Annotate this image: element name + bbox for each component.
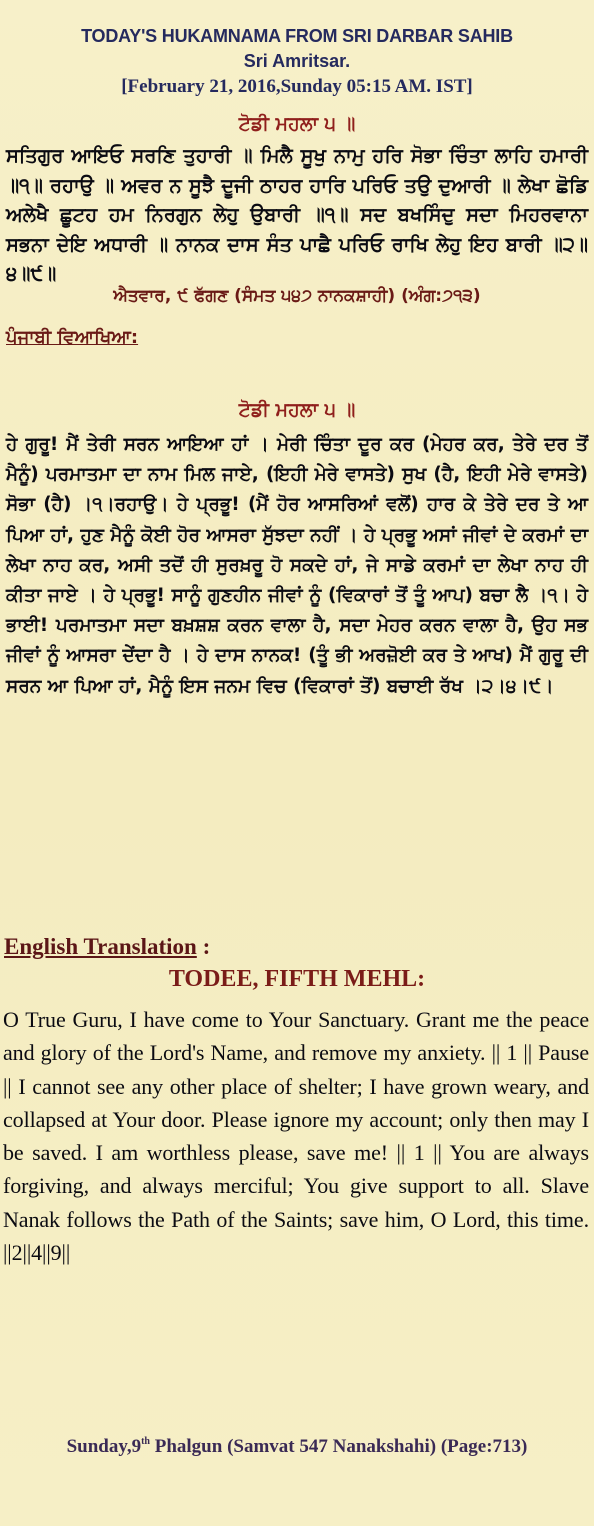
punjabi-vyakhya-label: ਪੰਜਾਬੀ ਵਿਆਖਿਆ:: [6, 327, 139, 348]
shabad-text: ਸਤਿਗੁਰ ਆਇਓ ਸਰਣਿ ਤੁਹਾਰੀ ॥ ਮਿਲੈ ਸੂਖੁ ਨਾਮੁ ਹਰਿ ਸੋਭਾ ਚਿੰਤਾ ਲਾਹਿ ਹਮਾਰੀ ॥੧॥ ਰਹਾਉ ॥ ਅਵਰ ਨ ਸੂਝੈ ਦੂਜੀ ਠਾਹਰ ਹਾਰਿ ਪਰਿਓ ਤਉ ਦੁਆਰੀ ॥ ਲੇਖਾ ਛੋਡਿ ਅਲੇਖੈ ਛੂਟਹ ਹਮ ਨਿਰਗੁਨ ਲੇਹੁ ਉਬਾਰੀ ॥੧॥ ਸਦ ਬਖਸਿੰਦੁ ਸਦਾ ਮਿਹਰਵਾਨਾ ਸਭਨਾ ਦੇਇ ਅਧਾਰੀ ॥ ਨਾਨਕ ਦਾਸ ਸੰਤ ਪਾਛੈ ਪਰਿਓ ਰਾਖਿ ਲੇਹੁ ਇਹ ਬਾਰੀ ॥੨॥੪॥੯॥: [6, 144, 588, 285]
english-translation-text: O True Guru, I have come to Your Sanctuary. Grant me the peace and glory of the Lord's Name, and remove my anxiety. || 1 || Pause || I cannot see any other place of shelter; I have grown weary, and collapsed at Your door. Please ignore my account; only then may I be saved. I am worthless please, save me! || 1 || You are always forgiving, and always merciful; You give support to all. Slave Nanak follows the Path of the Saints; save him, O Lord, this time. ||2||4||9||: [3, 1007, 589, 1266]
footer-date-prefix: Sunday,9: [66, 1436, 142, 1457]
english-translation-label-colon: :: [196, 934, 211, 959]
header-date: [February 21, 2016,Sunday 05:15 AM. IST]: [121, 76, 473, 97]
english-translation-label: [4, 934, 210, 960]
footer-date-rest: Phalgun (Samvat 547 Nanakshahi) (Page:713): [149, 1436, 528, 1457]
header-title: TODAY'S HUKAMNAMA FROM SRI DARBAR SAHIB: [81, 26, 513, 46]
punjabi-vyakhya-text: ਹੇ ਗੁਰੂ! ਮੈਂ ਤੇਰੀ ਸਰਨ ਆਇਆ ਹਾਂ । ਮੇਰੀ ਚਿੰਤਾ ਦੂਰ ਕਰ (ਮੇਹਰ ਕਰ, ਤੇਰੇ ਦਰ ਤੋਂ ਮੈਨੂੰ) ਪਰਮਾਤਮਾ ਦਾ ਨਾਮ ਮਿਲ ਜਾਏ, (ਇਹੀ ਮੇਰੇ ਵਾਸਤੇ) ਸੁਖ (ਹੈ, ਇਹੀ ਮੇਰੇ ਵਾਸਤੇ) ਸੋਭਾ (ਹੈ) ।੧।ਰਹਾਉ। ਹੇ ਪ੍ਰਭੂ! (ਮੈਂ ਹੋਰ ਆਸਰਿਆਂ ਵਲੋਂ) ਹਾਰ ਕੇ ਤੇਰੇ ਦਰ ਤੇ ਆ ਪਿਆ ਹਾਂ, ਹੁਣ ਮੈਨੂੰ ਕੋਈ ਹੋਰ ਆਸਰਾ ਸੁੱਝਦਾ ਨਹੀਂ । ਹੇ ਪ੍ਰਭੂ ਅਸਾਂ ਜੀਵਾਂ ਦੇ ਕਰਮਾਂ ਦਾ ਲੇਖਾ ਨਾਹ ਕਰ, ਅਸੀ ਤਦੋਂ ਹੀ ਸੁਰਖ਼ਰੂ ਹੋ ਸਕਦੇ ਹਾਂ, ਜੇ ਸਾਡੇ ਕਰਮਾਂ ਦਾ ਲੇਖਾ ਨਾਹ ਹੀ ਕੀਤਾ ਜਾਏ । ਹੇ ਪ੍ਰਭੂ! ਸਾਨੂੰ ਗੁਣਹੀਨ ਜੀਵਾਂ ਨੂੰ (ਵਿਕਾਰਾਂ ਤੋਂ ਤੂੰ ਆਪ) ਬਚਾ ਲੈ ।੧। ਹੇ ਭਾਈ! ਪਰਮਾਤਮਾ ਸਦਾ ਬਖ਼ਸ਼ਸ਼ ਕਰਨ ਵਾਲਾ ਹੈ, ਸਦਾ ਮੇਹਰ ਕਰਨ ਵਾਲਾ ਹੈ, ਉਹ ਸਭ ਜੀਵਾਂ ਨੂੰ ਆਸਰਾ ਦੇਂਦਾ ਹੈ । ਹੇ ਦਾਸ ਨਾਨਕ! (ਤੂੰ ਭੀ ਅਰਜ਼ੋਈ ਕਰ ਤੇ ਆਖ) ਮੈਂ ਗੁਰੂ ਦੀ ਸਰਨ ਆ ਪਿਆ ਹਾਂ, ਮੈਨੂੰ ਇਸ ਜਨਮ ਵਿਚ (ਵਿਕਾਰਾਂ ਤੋਂ) ਬਚਾਈ ਰੱਖ ।੨।੪।੯।: [6, 434, 588, 697]
shabad-date-ang: ਐਤਵਾਰ, ੯ ਫੱਗਣ (ਸੰਮਤ ੫੪੭ ਨਾਨਕਸ਼ਾਹੀ) (ਅੰਗ:੭੧੩): [113, 286, 481, 306]
shabad-raag-heading: ਟੋਡੀ ਮਹਲਾ ੫ ॥: [238, 113, 356, 135]
footer-date-page: [0, 1436, 594, 1458]
vyakhya-raag-heading: ਟੋਡੀ ਮਹਲਾ ੫ ॥: [238, 399, 356, 421]
english-title: TODEE, FIFTH MEHL:: [168, 966, 426, 992]
header-location: Sri Amritsar.: [243, 51, 351, 71]
english-translation-label-text: English Translation: [4, 934, 197, 959]
footer-date-ordinal: th: [141, 1436, 150, 1447]
